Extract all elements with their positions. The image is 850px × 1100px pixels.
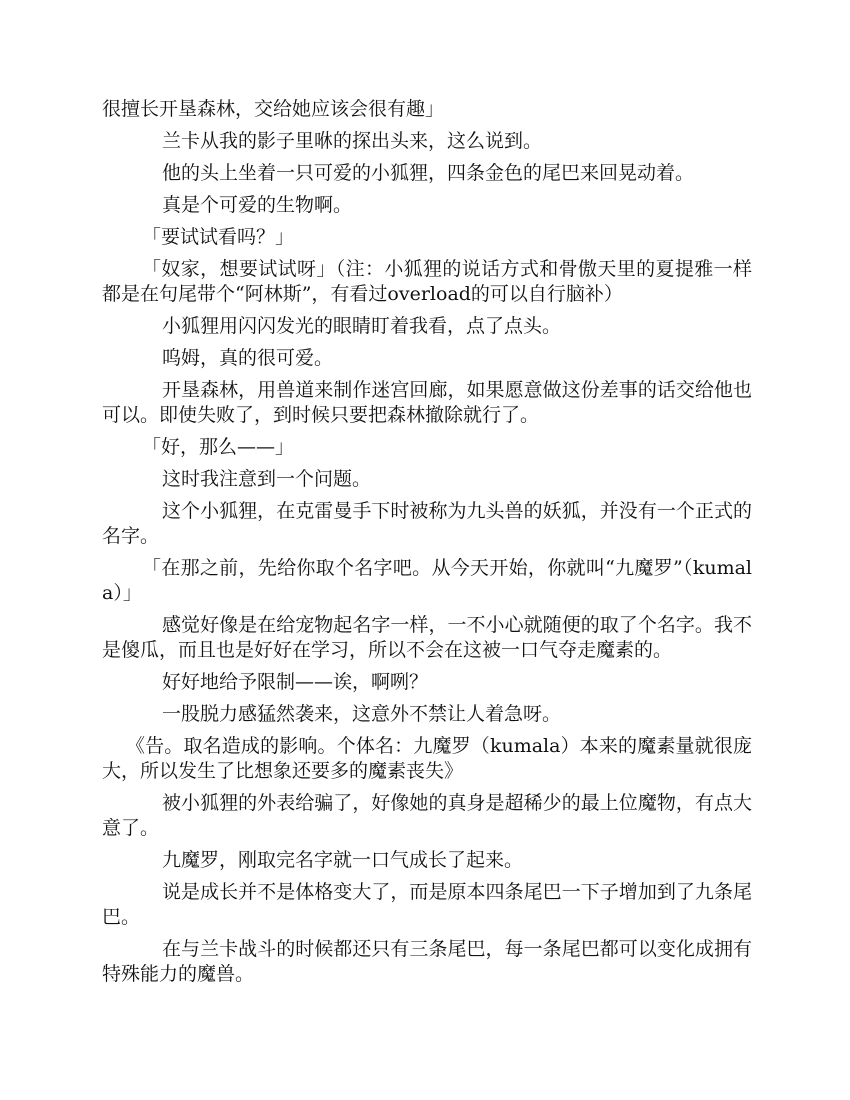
paragraph: 被小狐狸的外表给骗了，好像她的真身是超稀少的最上位魔物，有点大意了。	[102, 792, 752, 839]
paragraph: 这个小狐狸，在克雷曼手下时被称为九头兽的妖狐，并没有一个正式的名字。	[102, 500, 752, 547]
paragraph: 在与兰卡战斗的时候都还只有三条尾巴，每一条尾巴都可以变化成拥有特殊能力的魔兽。	[102, 938, 752, 985]
dialogue-line: 「在那之前，先给你取个名字吧。从今天开始，你就叫“九魔罗”（kumala）」	[102, 557, 752, 604]
paragraph: 说是成长并不是体格变大了，而是原本四条尾巴一下子增加到了九条尾巴。	[102, 881, 752, 928]
paragraph: 一股脱力感猛然袭来，这意外不禁让人着急呀。	[162, 703, 562, 725]
paragraph: 九魔罗，刚取完名字就一口气成长了起来。	[162, 849, 524, 871]
paragraph: 感觉好像是在给宠物起名字一样，一不小心就随便的取了个名字。我不是傻瓜，而且也是好好在学习，所以不会在这被一口气夺走魔素的。	[102, 614, 752, 661]
dialogue-line: 「要试试看吗？」	[142, 226, 295, 248]
paragraph: 这时我注意到一个问题。	[162, 468, 372, 490]
paragraph: 好好地给予限制——诶，啊咧？	[162, 671, 429, 693]
paragraph: 小狐狸用闪闪发光的眼睛盯着我看，点了点头。	[162, 315, 562, 337]
dialogue-line: 「奴家，想要试试呀」（注：小狐狸的说话方式和骨傲天里的夏提雅一样都是在句尾带个“阿林斯”，有看过overload的可以自行脑补）	[102, 258, 752, 305]
paragraph: 真是个可爱的生物啊。	[162, 194, 353, 216]
paragraph: 呜姆，真的很可爱。	[162, 347, 334, 369]
paragraph: 兰卡从我的影子里咻的探出头来，这么说到。	[162, 130, 543, 152]
announcement-line: 《告。取名造成的影响。个体名：九魔罗（kumala）本来的魔素量就很庞大，所以发生了比想象还要多的魔素丧失》	[102, 735, 752, 782]
paragraph: 开垦森林，用兽道来制作迷宫回廊，如果愿意做这份差事的话交给他也可以。即使失败了，到时候只要把森林撤除就行了。	[102, 379, 752, 426]
paragraph: 很擅长开垦森林，交给她应该会很有趣」	[102, 98, 445, 120]
paragraph: 他的头上坐着一只可爱的小狐狸，四条金色的尾巴来回晃动着。	[162, 162, 695, 184]
dialogue-line: 「好，那么——」	[142, 436, 295, 458]
document-page	[102, 97, 752, 994]
